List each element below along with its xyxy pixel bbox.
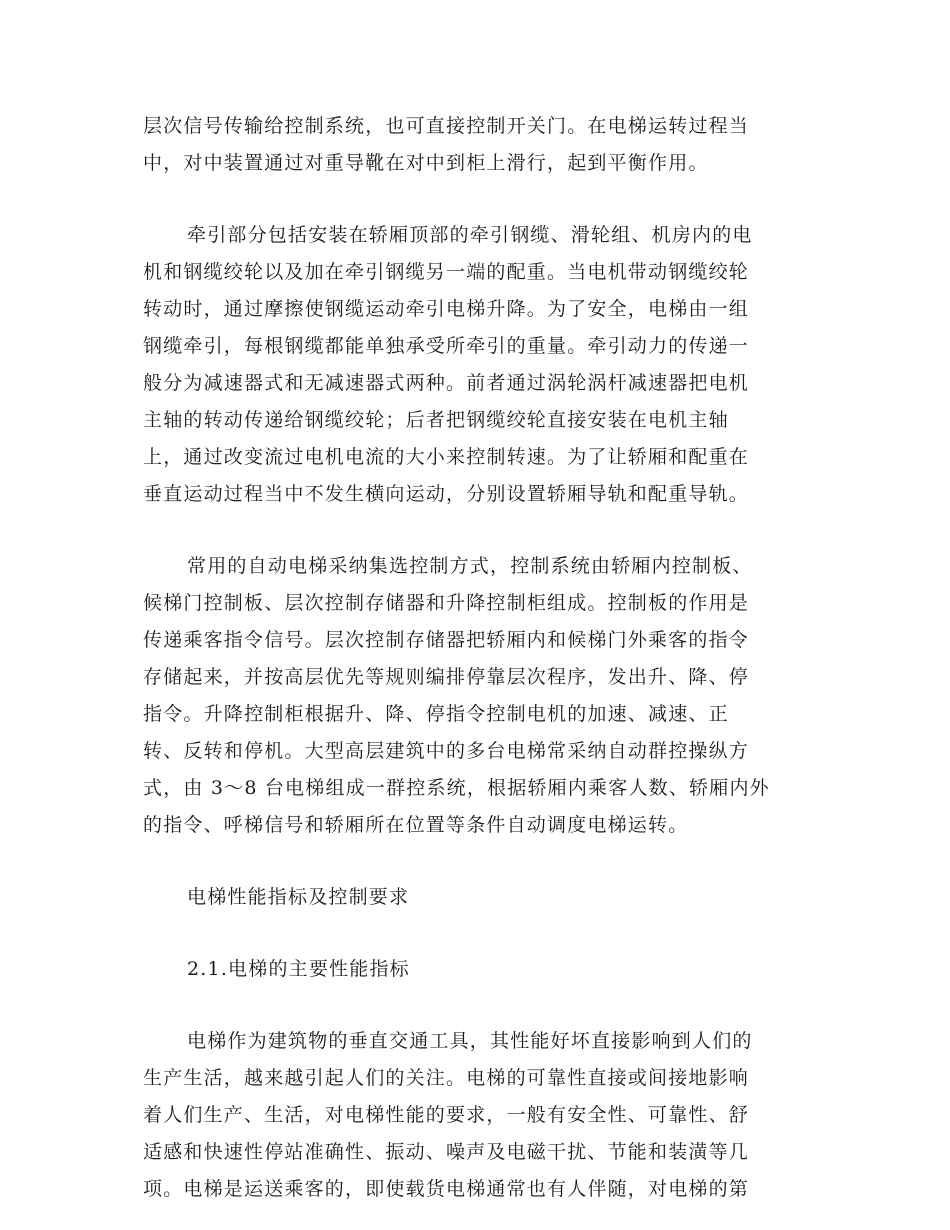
- text-line: 生产生活，越来越引起人们的关注。电梯的可靠性直接或间接地影响: [143, 1067, 750, 1089]
- text-line: 电梯作为建筑物的垂直交通工具，其性能好坏直接影响到人们的: [187, 1030, 753, 1052]
- text-line: 项。电梯是运送乘客的，即使载货电梯通常也有人伴随，对电梯的第: [143, 1178, 750, 1200]
- text-line: 钢缆牵引，每根钢缆都能单独承受所牵引的重量。牵引动力的传递一: [143, 335, 750, 357]
- text-line: 常用的自动电梯采纳集选控制方式，控制系统由轿厢内控制板、: [187, 555, 753, 577]
- text-line: 传递乘客指令信号。层次控制存储器把轿厢内和候梯门外乘客的指令: [143, 629, 750, 651]
- section-heading: 电梯性能指标及控制要求: [187, 886, 410, 908]
- text-line: 着人们生产、生活，对电梯性能的要求，一般有安全性、可靠性、舒: [143, 1104, 750, 1126]
- text-line: 候梯门控制板、层次控制存储器和升降控制柜组成。控制板的作用是: [143, 592, 750, 614]
- text-line: 式，由 3～8 台电梯组成一群控系统，根据轿厢内乘客人数、轿厢内外: [143, 777, 770, 799]
- subsection-heading: 2.1.电梯的主要性能指标: [187, 958, 410, 980]
- text-line: 转、反转和停机。大型高层建筑中的多台电梯常采纳自动群控操纵方: [143, 740, 750, 762]
- text-line: 中，对中装置通过对重导靴在对中到柜上滑行，起到平衡作用。: [143, 152, 709, 174]
- text-line: 牵引部分包括安装在轿厢顶部的牵引钢缆、滑轮组、机房内的电: [187, 224, 753, 246]
- text-line: 垂直运动过程当中不发生横向运动，分别设置轿厢导轨和配重导轨。: [143, 483, 750, 505]
- text-line: 的指令、呼梯信号和轿厢所在位置等条件自动调度电梯运转。: [143, 814, 689, 836]
- text-line: 转动时，通过摩擦使钢缆运动牵引电梯升降。为了安全，电梯由一组: [143, 298, 750, 320]
- text-line: 指令。升降控制柜根据升、降、停指令控制电机的加速、减速、正: [143, 703, 729, 725]
- text-line: 主轴的转动传递给钢缆绞轮；后者把钢缆绞轮直接安装在电机主轴: [143, 409, 729, 431]
- text-line: 上，通过改变流过电机电流的大小来控制转速。为了让轿厢和配重在: [143, 446, 750, 468]
- text-line: 层次信号传输给控制系统，也可直接控制开关门。在电梯运转过程当: [143, 115, 750, 137]
- text-line: 般分为减速器式和无减速器式两种。前者通过涡轮涡杆减速器把电机: [143, 372, 750, 394]
- text-line: 适感和快速性停站准确性、振动、噪声及电磁干扰、节能和装潢等几: [143, 1141, 750, 1163]
- text-line: 机和钢缆绞轮以及加在牵引钢缆另一端的配重。当电机带动钢缆绞轮: [143, 261, 750, 283]
- text-line: 存储起来，并按高层优先等规则编排停靠层次程序，发出升、降、停: [143, 666, 750, 688]
